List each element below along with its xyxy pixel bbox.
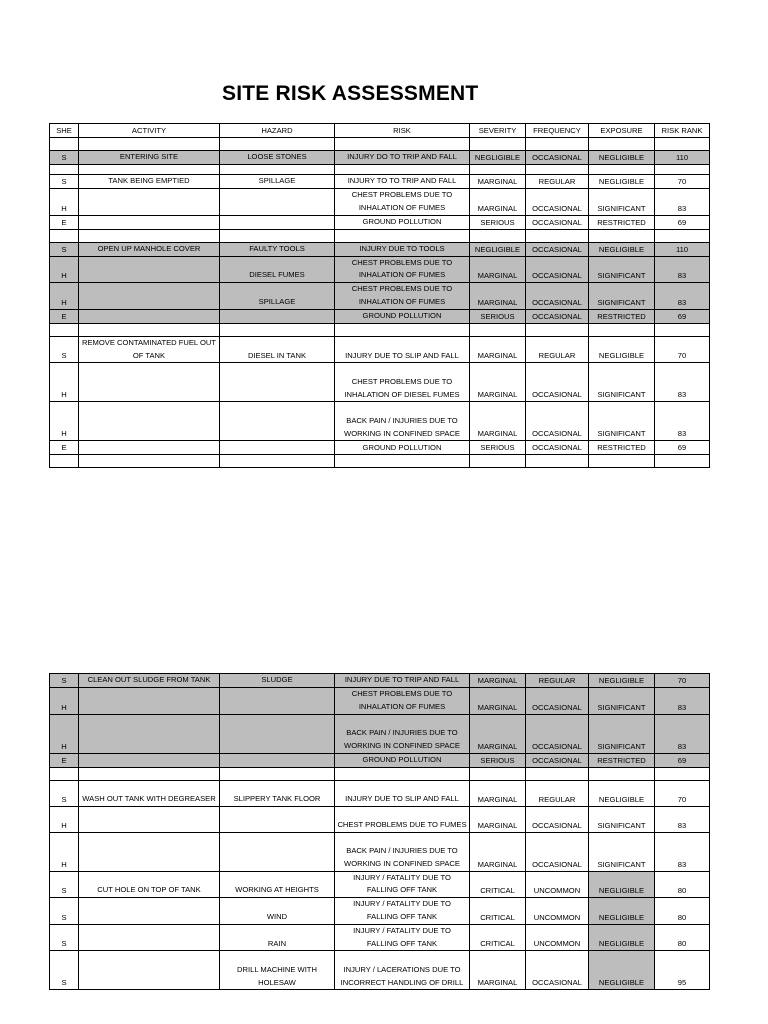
cell-activity xyxy=(79,455,220,468)
cell-risk-rank xyxy=(655,229,710,242)
cell-activity xyxy=(79,714,220,753)
cell-hazard: SLUDGE xyxy=(220,674,335,688)
cell-activity xyxy=(79,165,220,175)
cell-exposure: NEGLIGIBLE xyxy=(589,175,655,189)
cell-risk-rank: 69 xyxy=(655,215,710,229)
cell-risk: BACK PAIN / INJURIES DUE TO WORKING IN CONFINED SPACE xyxy=(335,402,470,441)
cell-severity: MARGINAL xyxy=(470,189,526,216)
cell-risk-rank: 69 xyxy=(655,309,710,323)
cell-frequency: OCCASIONAL xyxy=(526,441,589,455)
cell-frequency: REGULAR xyxy=(526,175,589,189)
cell-she xyxy=(50,229,79,242)
cell-hazard xyxy=(220,309,335,323)
col-header-severity: SEVERITY xyxy=(470,124,526,138)
cell-frequency: OCCASIONAL xyxy=(526,256,589,283)
cell-she xyxy=(50,323,79,336)
cell-hazard: WIND xyxy=(220,898,335,925)
cell-activity xyxy=(79,767,220,780)
cell-she xyxy=(50,455,79,468)
cell-activity xyxy=(79,323,220,336)
cell-she: H xyxy=(50,806,79,832)
cell-frequency: OCCASIONAL xyxy=(526,402,589,441)
cell-severity xyxy=(470,767,526,780)
cell-risk: GROUND POLLUTION xyxy=(335,215,470,229)
cell-risk: GROUND POLLUTION xyxy=(335,441,470,455)
cell-exposure: NEGLIGIBLE xyxy=(589,336,655,363)
cell-exposure: RESTRICTED xyxy=(589,753,655,767)
cell-exposure xyxy=(589,323,655,336)
cell-activity xyxy=(79,256,220,283)
cell-severity: SERIOUS xyxy=(470,753,526,767)
cell-she: H xyxy=(50,402,79,441)
cell-risk xyxy=(335,455,470,468)
cell-risk-rank: 69 xyxy=(655,753,710,767)
cell-risk: INJURY DUE TO SLIP AND FALL xyxy=(335,336,470,363)
cell-risk xyxy=(335,323,470,336)
cell-severity: MARGINAL xyxy=(470,832,526,871)
cell-exposure: RESTRICTED xyxy=(589,215,655,229)
cell-risk: INJURY / LACERATIONS DUE TO INCORRECT HANDLING OF DRILL xyxy=(335,951,470,990)
cell-risk: CHEST PROBLEMS DUE TO INHALATION OF FUMES xyxy=(335,688,470,715)
table-row xyxy=(50,151,710,165)
cell-activity: REMOVE CONTAMINATED FUEL OUT OF TANK xyxy=(79,336,220,363)
table-row xyxy=(50,323,710,336)
cell-she: S xyxy=(50,175,79,189)
cell-exposure: SIGNIFICANT xyxy=(589,256,655,283)
cell-risk: INJURY TO TO TRIP AND FALL xyxy=(335,175,470,189)
cell-frequency: OCCASIONAL xyxy=(526,806,589,832)
col-header-risk: RISK xyxy=(335,124,470,138)
cell-risk xyxy=(335,138,470,151)
cell-severity: MARGINAL xyxy=(470,363,526,402)
cell-risk-rank: 83 xyxy=(655,688,710,715)
cell-risk xyxy=(335,165,470,175)
cell-severity xyxy=(470,229,526,242)
cell-risk-rank xyxy=(655,323,710,336)
cell-severity xyxy=(470,165,526,175)
table-row xyxy=(50,924,710,951)
cell-risk: CHEST PROBLEMS DUE TO INHALATION OF FUMES xyxy=(335,256,470,283)
cell-risk-rank: 70 xyxy=(655,674,710,688)
col-header-hazard: HAZARD xyxy=(220,124,335,138)
table-row xyxy=(50,363,710,402)
cell-risk-rank: 69 xyxy=(655,441,710,455)
cell-risk-rank: 70 xyxy=(655,336,710,363)
cell-hazard xyxy=(220,688,335,715)
cell-activity xyxy=(79,283,220,310)
cell-severity: CRITICAL xyxy=(470,871,526,898)
table-row xyxy=(50,688,710,715)
cell-risk xyxy=(335,767,470,780)
cell-activity xyxy=(79,363,220,402)
cell-frequency xyxy=(526,323,589,336)
cell-severity: MARGINAL xyxy=(470,674,526,688)
cell-severity: MARGINAL xyxy=(470,806,526,832)
cell-exposure: NEGLIGIBLE xyxy=(589,151,655,165)
cell-exposure: NEGLIGIBLE xyxy=(589,674,655,688)
table-row xyxy=(50,767,710,780)
cell-severity: SERIOUS xyxy=(470,215,526,229)
table-row xyxy=(50,336,710,363)
cell-she: S xyxy=(50,871,79,898)
cell-activity xyxy=(79,402,220,441)
cell-activity xyxy=(79,138,220,151)
cell-frequency xyxy=(526,229,589,242)
cell-activity xyxy=(79,924,220,951)
cell-she: E xyxy=(50,441,79,455)
cell-severity xyxy=(470,323,526,336)
cell-hazard xyxy=(220,714,335,753)
cell-severity: MARGINAL xyxy=(470,336,526,363)
cell-she xyxy=(50,138,79,151)
cell-she: H xyxy=(50,283,79,310)
cell-severity: SERIOUS xyxy=(470,441,526,455)
cell-risk: CHEST PROBLEMS DUE TO INHALATION OF FUMES xyxy=(335,189,470,216)
col-header-frequency: FREQUENCY xyxy=(526,124,589,138)
table-row xyxy=(50,674,710,688)
cell-frequency: OCCASIONAL xyxy=(526,363,589,402)
table-row xyxy=(50,455,710,468)
cell-frequency: REGULAR xyxy=(526,674,589,688)
cell-she: S xyxy=(50,898,79,925)
cell-activity xyxy=(79,229,220,242)
cell-she: E xyxy=(50,215,79,229)
cell-frequency: OCCASIONAL xyxy=(526,215,589,229)
cell-frequency: UNCOMMON xyxy=(526,871,589,898)
page-title: SITE RISK ASSESSMENT xyxy=(222,82,479,105)
table-row xyxy=(50,714,710,753)
cell-exposure: NEGLIGIBLE xyxy=(589,898,655,925)
table-row xyxy=(50,242,710,256)
cell-risk: INJURY / FATALITY DUE TO FALLING OFF TANK xyxy=(335,871,470,898)
cell-risk: INJURY DO TO TRIP AND FALL xyxy=(335,151,470,165)
table-row xyxy=(50,175,710,189)
cell-risk: BACK PAIN / INJURIES DUE TO WORKING IN CONFINED SPACE xyxy=(335,714,470,753)
cell-risk-rank: 83 xyxy=(655,832,710,871)
cell-severity: MARGINAL xyxy=(470,951,526,990)
cell-she: H xyxy=(50,832,79,871)
cell-she: H xyxy=(50,363,79,402)
cell-risk-rank: 70 xyxy=(655,780,710,806)
cell-severity xyxy=(470,138,526,151)
cell-frequency: OCCASIONAL xyxy=(526,309,589,323)
cell-exposure: SIGNIFICANT xyxy=(589,806,655,832)
cell-she: S xyxy=(50,674,79,688)
cell-frequency: OCCASIONAL xyxy=(526,951,589,990)
cell-activity xyxy=(79,806,220,832)
cell-exposure: SIGNIFICANT xyxy=(589,832,655,871)
cell-frequency xyxy=(526,138,589,151)
risk-table-2 xyxy=(49,673,710,990)
col-header-she: SHE xyxy=(50,124,79,138)
cell-exposure: NEGLIGIBLE xyxy=(589,951,655,990)
cell-risk xyxy=(335,229,470,242)
cell-activity xyxy=(79,441,220,455)
cell-frequency: OCCASIONAL xyxy=(526,242,589,256)
cell-risk-rank: 83 xyxy=(655,256,710,283)
cell-hazard xyxy=(220,363,335,402)
cell-hazard xyxy=(220,455,335,468)
cell-hazard xyxy=(220,753,335,767)
cell-risk-rank xyxy=(655,138,710,151)
table-row xyxy=(50,165,710,175)
table-row xyxy=(50,780,710,806)
table-row xyxy=(50,215,710,229)
table-row xyxy=(50,441,710,455)
cell-she: S xyxy=(50,951,79,990)
cell-exposure: SIGNIFICANT xyxy=(589,688,655,715)
cell-severity: MARGINAL xyxy=(470,688,526,715)
cell-risk-rank: 80 xyxy=(655,871,710,898)
table-row xyxy=(50,309,710,323)
table-row xyxy=(50,256,710,283)
cell-activity xyxy=(79,309,220,323)
cell-she: E xyxy=(50,753,79,767)
cell-hazard: LOOSE STONES xyxy=(220,151,335,165)
table-row xyxy=(50,832,710,871)
cell-exposure xyxy=(589,229,655,242)
cell-risk-rank xyxy=(655,767,710,780)
cell-she: S xyxy=(50,924,79,951)
cell-frequency: OCCASIONAL xyxy=(526,753,589,767)
cell-activity: WASH OUT TANK WITH DEGREASER xyxy=(79,780,220,806)
cell-hazard xyxy=(220,189,335,216)
col-header-exposure: EXPOSURE xyxy=(589,124,655,138)
cell-frequency: OCCASIONAL xyxy=(526,714,589,753)
cell-exposure: SIGNIFICANT xyxy=(589,402,655,441)
cell-hazard: DIESEL IN TANK xyxy=(220,336,335,363)
cell-activity: CUT HOLE ON TOP OF TANK xyxy=(79,871,220,898)
cell-frequency: REGULAR xyxy=(526,780,589,806)
cell-activity xyxy=(79,753,220,767)
cell-severity: MARGINAL xyxy=(470,256,526,283)
table-row xyxy=(50,189,710,216)
table-row xyxy=(50,402,710,441)
cell-frequency: OCCASIONAL xyxy=(526,283,589,310)
cell-severity xyxy=(470,455,526,468)
cell-hazard xyxy=(220,402,335,441)
cell-exposure xyxy=(589,138,655,151)
table-row xyxy=(50,283,710,310)
cell-hazard: SPILLAGE xyxy=(220,175,335,189)
cell-she: S xyxy=(50,780,79,806)
cell-hazard xyxy=(220,767,335,780)
cell-hazard xyxy=(220,215,335,229)
cell-frequency: OCCASIONAL xyxy=(526,151,589,165)
cell-risk-rank: 83 xyxy=(655,806,710,832)
cell-hazard: DRILL MACHINE WITH HOLESAW xyxy=(220,951,335,990)
cell-risk: CHEST PROBLEMS DUE TO INHALATION OF DIESEL FUMES xyxy=(335,363,470,402)
cell-risk: INJURY DUE TO SLIP AND FALL xyxy=(335,780,470,806)
cell-severity: MARGINAL xyxy=(470,175,526,189)
cell-risk: INJURY DUE TO TOOLS xyxy=(335,242,470,256)
cell-hazard: DIESEL FUMES xyxy=(220,256,335,283)
cell-risk-rank: 80 xyxy=(655,898,710,925)
cell-severity: NEGLIGIBLE xyxy=(470,151,526,165)
cell-severity: MARGINAL xyxy=(470,780,526,806)
cell-hazard xyxy=(220,229,335,242)
cell-she: S xyxy=(50,242,79,256)
cell-activity: TANK BEING EMPTIED xyxy=(79,175,220,189)
cell-frequency: UNCOMMON xyxy=(526,924,589,951)
cell-severity: CRITICAL xyxy=(470,898,526,925)
cell-exposure: SIGNIFICANT xyxy=(589,363,655,402)
cell-hazard xyxy=(220,138,335,151)
cell-activity xyxy=(79,688,220,715)
cell-severity: SERIOUS xyxy=(470,309,526,323)
table-row xyxy=(50,898,710,925)
cell-risk-rank: 83 xyxy=(655,402,710,441)
cell-risk: CHEST PROBLEMS DUE TO INHALATION OF FUMES xyxy=(335,283,470,310)
cell-she: E xyxy=(50,309,79,323)
col-header-risk-rank: RISK RANK xyxy=(655,124,710,138)
table-row xyxy=(50,871,710,898)
cell-risk-rank: 83 xyxy=(655,189,710,216)
table-row xyxy=(50,951,710,990)
header-row xyxy=(50,124,710,138)
cell-severity: NEGLIGIBLE xyxy=(470,242,526,256)
table-row xyxy=(50,806,710,832)
cell-activity: ENTERING SITE xyxy=(79,151,220,165)
cell-she xyxy=(50,767,79,780)
cell-frequency: OCCASIONAL xyxy=(526,688,589,715)
cell-exposure: SIGNIFICANT xyxy=(589,189,655,216)
cell-severity: MARGINAL xyxy=(470,283,526,310)
cell-severity: CRITICAL xyxy=(470,924,526,951)
cell-hazard xyxy=(220,165,335,175)
cell-risk-rank: 83 xyxy=(655,363,710,402)
cell-exposure xyxy=(589,767,655,780)
cell-hazard: SPILLAGE xyxy=(220,283,335,310)
cell-exposure: SIGNIFICANT xyxy=(589,283,655,310)
cell-frequency xyxy=(526,455,589,468)
cell-she: S xyxy=(50,336,79,363)
cell-hazard: FAULTY TOOLS xyxy=(220,242,335,256)
table-row xyxy=(50,229,710,242)
col-header-activity: ACTIVITY xyxy=(79,124,220,138)
cell-frequency: OCCASIONAL xyxy=(526,832,589,871)
cell-exposure xyxy=(589,455,655,468)
cell-risk-rank: 110 xyxy=(655,242,710,256)
cell-exposure: SIGNIFICANT xyxy=(589,714,655,753)
cell-hazard xyxy=(220,441,335,455)
cell-risk: GROUND POLLUTION xyxy=(335,309,470,323)
cell-exposure: RESTRICTED xyxy=(589,441,655,455)
cell-hazard xyxy=(220,323,335,336)
cell-activity xyxy=(79,951,220,990)
cell-risk: INJURY / FATALITY DUE TO FALLING OFF TANK xyxy=(335,898,470,925)
cell-risk: CHEST PROBLEMS DUE TO FUMES xyxy=(335,806,470,832)
cell-activity xyxy=(79,215,220,229)
cell-risk-rank: 83 xyxy=(655,714,710,753)
cell-risk-rank: 80 xyxy=(655,924,710,951)
cell-activity xyxy=(79,189,220,216)
cell-frequency: REGULAR xyxy=(526,336,589,363)
cell-she: S xyxy=(50,151,79,165)
cell-exposure: NEGLIGIBLE xyxy=(589,924,655,951)
cell-risk-rank: 95 xyxy=(655,951,710,990)
cell-exposure: RESTRICTED xyxy=(589,309,655,323)
cell-activity xyxy=(79,832,220,871)
cell-frequency xyxy=(526,165,589,175)
cell-frequency: UNCOMMON xyxy=(526,898,589,925)
cell-hazard xyxy=(220,806,335,832)
cell-activity: CLEAN OUT SLUDGE FROM TANK xyxy=(79,674,220,688)
cell-risk-rank: 110 xyxy=(655,151,710,165)
cell-risk-rank: 83 xyxy=(655,283,710,310)
cell-hazard: SLIPPERY TANK FLOOR xyxy=(220,780,335,806)
cell-she: H xyxy=(50,714,79,753)
cell-risk: INJURY DUE TO TRIP AND FALL xyxy=(335,674,470,688)
cell-activity: OPEN UP MANHOLE COVER xyxy=(79,242,220,256)
cell-risk: GROUND POLLUTION xyxy=(335,753,470,767)
cell-risk: INJURY / FATALITY DUE TO FALLING OFF TANK xyxy=(335,924,470,951)
cell-risk-rank xyxy=(655,165,710,175)
cell-she: H xyxy=(50,189,79,216)
cell-exposure xyxy=(589,165,655,175)
cell-she: H xyxy=(50,256,79,283)
cell-hazard: RAIN xyxy=(220,924,335,951)
cell-she xyxy=(50,165,79,175)
cell-hazard xyxy=(220,832,335,871)
cell-risk-rank xyxy=(655,455,710,468)
cell-exposure: NEGLIGIBLE xyxy=(589,780,655,806)
cell-frequency: OCCASIONAL xyxy=(526,189,589,216)
cell-risk: BACK PAIN / INJURIES DUE TO WORKING IN CONFINED SPACE xyxy=(335,832,470,871)
cell-frequency xyxy=(526,767,589,780)
cell-risk-rank: 70 xyxy=(655,175,710,189)
cell-severity: MARGINAL xyxy=(470,402,526,441)
cell-exposure: NEGLIGIBLE xyxy=(589,242,655,256)
risk-table-1 xyxy=(49,123,710,468)
cell-severity: MARGINAL xyxy=(470,714,526,753)
table-row xyxy=(50,753,710,767)
cell-activity xyxy=(79,898,220,925)
table-row xyxy=(50,138,710,151)
cell-hazard: WORKING AT HEIGHTS xyxy=(220,871,335,898)
cell-exposure: NEGLIGIBLE xyxy=(589,871,655,898)
cell-she: H xyxy=(50,688,79,715)
